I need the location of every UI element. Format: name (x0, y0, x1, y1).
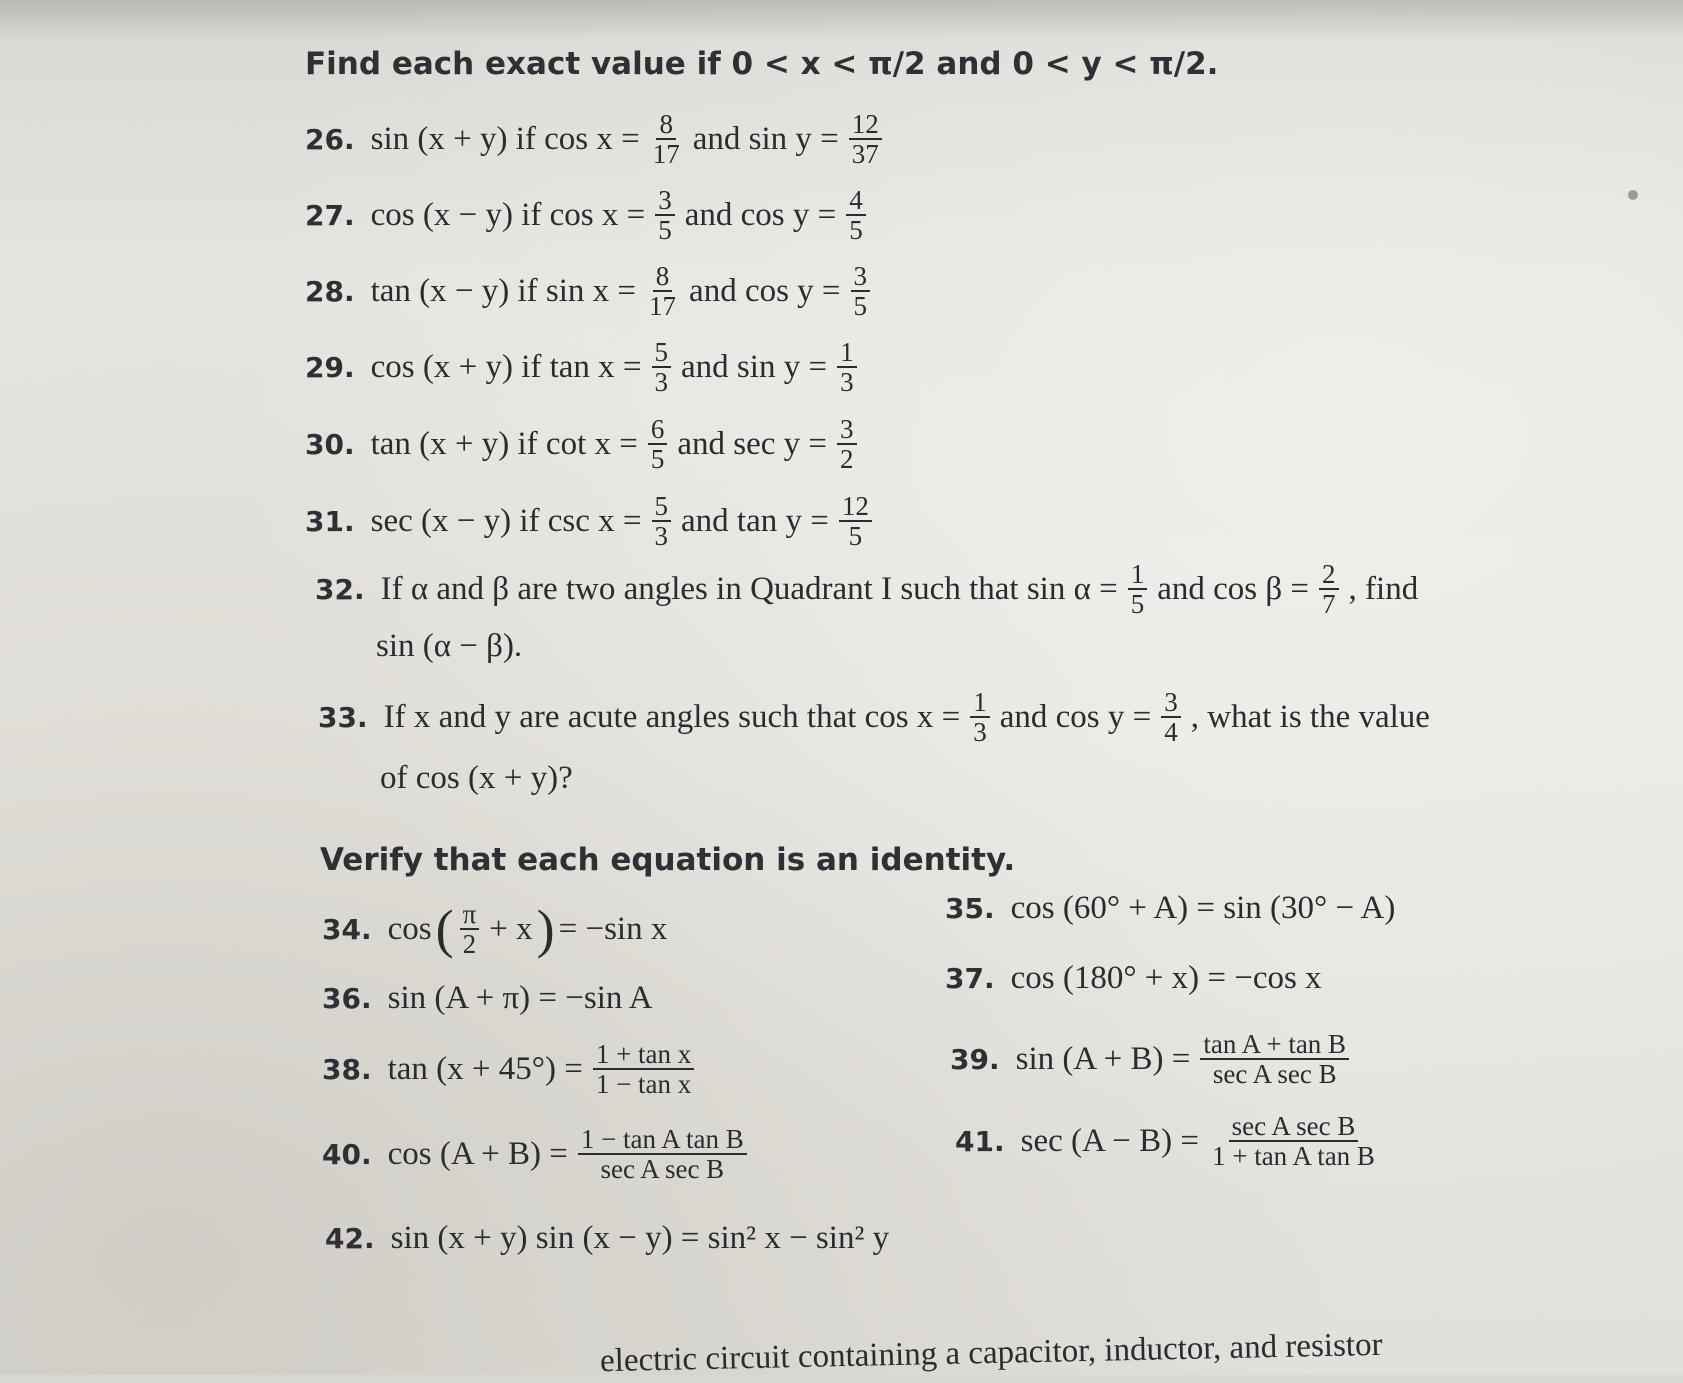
fraction-denominator: 2 (462, 929, 477, 960)
expression-text: tan (x + 45°) = (387, 1050, 583, 1087)
fraction-denominator: 5 (650, 444, 665, 475)
identity-34 (322, 900, 671, 959)
expression-text: tan (x + y) if cot x = (370, 425, 638, 462)
expression-text: sec (x − y) if csc x = (370, 502, 642, 539)
fraction-numerator: 12 (839, 492, 872, 522)
expression-text: + x (489, 910, 533, 947)
problem-number: 33. (318, 700, 368, 734)
section-heading-verify-identity: Verify that each equation is an identity. (320, 842, 1016, 878)
problem-number: 39. (950, 1042, 1000, 1076)
large-parenthesis: ) (536, 899, 555, 960)
fraction (851, 262, 871, 321)
fraction (652, 492, 672, 551)
fraction-denominator: 2 (840, 444, 854, 475)
problem-33-continuation: of cos (x + y)? (380, 760, 573, 796)
identity-41 (955, 1112, 1384, 1171)
fraction (648, 415, 668, 474)
fraction-numerator: 1 (970, 688, 990, 718)
problem-number: 34. (322, 912, 372, 946)
problem-32 (315, 560, 1422, 619)
problem-26 (305, 110, 888, 169)
expression-text: cos (x − y) if cos x = (370, 196, 646, 233)
problem-number: 42. (325, 1222, 375, 1255)
fraction (1319, 560, 1339, 619)
expression-text: cos (A + B) = (387, 1135, 568, 1172)
problem-number: 38. (322, 1052, 372, 1086)
expression-text: sec (A − B) = (1020, 1122, 1199, 1159)
problem-29 (305, 338, 863, 397)
identity-36 (322, 980, 657, 1017)
fraction-denominator: 5 (849, 215, 863, 246)
fraction-denominator: 3 (654, 521, 668, 552)
problem-number: 28. (305, 274, 355, 308)
fraction-denominator: 1 + tan A tan B (1211, 1141, 1375, 1172)
expression-text: cos (x + y) if tan x = (370, 348, 642, 385)
problem-number: 27. (305, 198, 355, 232)
expression-text: and sin y = (692, 120, 839, 157)
problem-30 (305, 415, 863, 474)
expression-text: sin (x + y) if cos x = (370, 120, 640, 157)
fraction-denominator: 5 (853, 291, 868, 322)
fraction-numerator: 8 (653, 262, 673, 292)
problem-number: 29. (305, 350, 355, 384)
fraction (1209, 1112, 1378, 1171)
fraction-denominator: 7 (1322, 589, 1336, 620)
fraction (837, 338, 857, 397)
expression-text: and cos β = (1157, 570, 1310, 607)
fraction (646, 262, 679, 321)
fraction-numerator: 5 (652, 338, 672, 368)
identity-35 (945, 890, 1399, 927)
fraction-numerator: 6 (648, 415, 668, 445)
fraction-numerator: 12 (849, 110, 882, 140)
fraction (837, 415, 857, 474)
problem-27 (305, 186, 872, 245)
problem-28 (305, 262, 876, 321)
problem-number: 30. (305, 427, 355, 461)
expression-text: If x and y are acute angles such that cos x = (383, 698, 961, 735)
problem-number: 31. (305, 504, 355, 538)
fraction-numerator: 3 (1161, 688, 1181, 718)
fraction-denominator: 37 (851, 139, 879, 170)
problem-number: 32. (315, 572, 365, 606)
fraction-numerator: 3 (837, 415, 857, 445)
fraction-numerator: sec A sec B (1229, 1112, 1359, 1142)
fraction-numerator: 2 (1319, 560, 1339, 590)
problem-number: 36. (322, 982, 372, 1015)
problem-32-continuation: sin (α − β). (376, 628, 523, 664)
expression-text: and sec y = (677, 425, 828, 462)
fraction (1200, 1030, 1349, 1089)
expression-text: , what is the value (1190, 698, 1430, 735)
fraction-denominator: 5 (658, 215, 672, 246)
fraction-denominator: 5 (848, 521, 863, 552)
identity-39 (950, 1030, 1355, 1089)
expression-text: sin (A + B) = (1015, 1040, 1191, 1077)
expression-text: cos (60° + A) = sin (30° − A) (1010, 890, 1396, 926)
fraction-denominator: sec A sec B (600, 1154, 725, 1185)
expression-text: sin (x + y) sin (x − y) = sin² x − sin² y (390, 1220, 890, 1256)
expression-text: and cos y = (684, 196, 837, 233)
fraction-denominator: 5 (1130, 589, 1145, 620)
problem-33 (318, 688, 1434, 747)
identity-37 (945, 960, 1326, 997)
large-parenthesis: ( (435, 899, 454, 960)
fraction-numerator: tan A + tan B (1200, 1030, 1349, 1060)
fraction-denominator: 1 − tan x (595, 1069, 692, 1100)
fraction (578, 1125, 747, 1184)
fraction (1161, 688, 1181, 747)
section-heading-exact-values: Find each exact value if 0 < x < π/2 and 0 < y < π/2. (305, 46, 1219, 82)
expression-text: = −sin x (558, 910, 668, 947)
fraction-denominator: 4 (1164, 717, 1178, 748)
fraction-numerator: 8 (656, 110, 676, 140)
expression-text: , find (1348, 570, 1419, 607)
expression-text: and cos y = (999, 698, 1152, 735)
fraction-denominator: 17 (649, 291, 677, 322)
expression-text: If α and β are two angles in Quadrant I such that sin α = (380, 570, 1118, 607)
fraction-numerator: 1 (1128, 560, 1148, 590)
page-shadow (0, 0, 1683, 40)
fraction (846, 186, 866, 245)
fraction-numerator: 5 (652, 492, 672, 522)
fraction (652, 338, 672, 397)
problem-number: 41. (955, 1124, 1005, 1158)
fraction (593, 1040, 694, 1099)
expression-text: cos (387, 910, 432, 947)
fraction-numerator: 1 (837, 338, 857, 368)
fraction-numerator: π (460, 900, 480, 930)
fraction-numerator: 3 (851, 262, 871, 292)
expression-text: and tan y = (681, 502, 829, 539)
fraction-numerator: 3 (655, 186, 675, 216)
fraction-numerator: 4 (846, 186, 866, 216)
expression-text: sin (A + π) = −sin A (387, 980, 653, 1016)
problem-31 (305, 492, 878, 551)
expression-text: tan (x − y) if sin x = (370, 272, 637, 309)
expression-text: and cos y = (689, 272, 841, 309)
fraction-denominator: 3 (654, 367, 669, 398)
fraction-numerator: 1 − tan A tan B (578, 1125, 747, 1155)
problem-number: 35. (945, 892, 995, 925)
fraction (655, 186, 675, 245)
problem-number: 26. (305, 122, 355, 156)
expression-text: and sin y = (681, 348, 828, 385)
fraction (970, 688, 990, 747)
fraction (460, 900, 480, 959)
identity-38 (322, 1040, 700, 1099)
fraction-denominator: 17 (652, 139, 680, 170)
fraction-numerator: 1 + tan x (593, 1040, 694, 1070)
fraction-denominator: sec A sec B (1212, 1059, 1337, 1090)
footer-fragment-text: electric circuit containing a capacitor, inductor, and resistor (599, 1326, 1383, 1380)
fraction (650, 110, 683, 169)
problem-number: 37. (945, 962, 995, 995)
page-speck (1628, 190, 1638, 200)
fraction (839, 492, 872, 551)
expression-text: cos (180° + x) = −cos x (1010, 960, 1322, 996)
fraction-denominator: 3 (973, 717, 987, 748)
fraction-denominator: 3 (840, 367, 854, 398)
identity-40 (322, 1125, 753, 1184)
problem-number: 40. (322, 1137, 372, 1171)
fraction (1128, 560, 1148, 619)
fraction (849, 110, 882, 169)
identity-42 (325, 1220, 893, 1257)
